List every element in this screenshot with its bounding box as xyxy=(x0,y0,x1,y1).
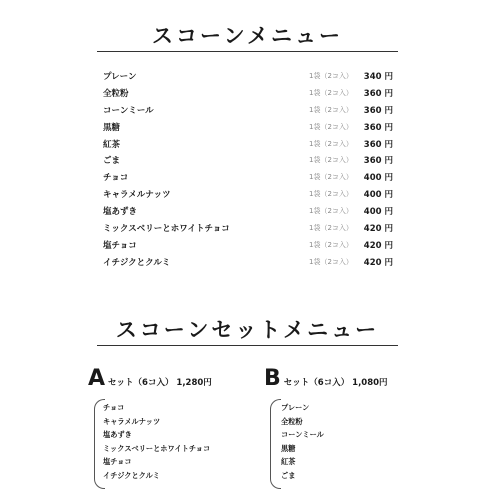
set-a-item: ミックスベリーとホワイトチョコ xyxy=(103,443,211,453)
set-title-underline xyxy=(97,345,398,346)
menu-row xyxy=(103,85,395,102)
set-a-item-list xyxy=(103,403,210,484)
item-price: 400 円 xyxy=(363,173,393,184)
item-price: 340 円 xyxy=(363,72,393,82)
menu-row xyxy=(103,136,395,153)
item-price: 400 円 xyxy=(363,190,393,201)
set-a-item: 塩チョコ xyxy=(103,457,132,466)
item-quantity: 1袋（2コ入） xyxy=(309,190,353,199)
menu-row xyxy=(103,203,395,220)
set-b-item: コーンミール xyxy=(281,430,324,439)
item-quantity: 1袋（2コ入） xyxy=(309,257,353,266)
menu-row xyxy=(103,237,395,254)
menu-row xyxy=(103,169,395,186)
set-b-item: 紅茶 xyxy=(281,457,296,466)
item-price: 360 円 xyxy=(363,156,393,167)
menu-row xyxy=(103,254,395,271)
set-b-letter: B xyxy=(264,366,281,391)
set-b-bracket xyxy=(270,399,281,489)
item-quantity: 1袋（2コ入） xyxy=(309,139,353,148)
item-price: 360 円 xyxy=(363,88,393,99)
set-b-description: セット（6コ入） 1,080円 xyxy=(283,378,388,388)
set-a-item: 塩あずき xyxy=(103,430,132,439)
item-name: チョコ xyxy=(103,173,129,184)
set-b-item-list xyxy=(281,403,324,484)
menu-row xyxy=(103,102,395,119)
set-b-item: プレーン xyxy=(281,403,310,412)
item-name: 全粒粉 xyxy=(103,88,129,99)
item-name: キャラメルナッツ xyxy=(103,190,171,201)
item-name: プレーン xyxy=(103,72,137,82)
item-name: ミックスベリーとホワイトチョコ xyxy=(103,224,230,235)
scone-menu-list xyxy=(103,68,395,271)
item-name: 黒糖 xyxy=(103,122,121,133)
item-quantity: 1袋（2コ入） xyxy=(309,105,353,114)
item-name: コーンミール xyxy=(103,105,154,116)
item-quantity: 1袋（2コ入） xyxy=(309,156,353,165)
set-b-item: ごま xyxy=(281,470,296,480)
item-name: ごま xyxy=(103,156,121,167)
set-a-item: キャラメルナッツ xyxy=(103,416,161,426)
set-a-item: イチジクとクルミ xyxy=(103,470,160,480)
menu-row xyxy=(103,186,395,203)
menu-title: スコーンメニュー xyxy=(152,24,343,48)
menu-row xyxy=(103,119,395,136)
item-name: 塩チョコ xyxy=(103,240,137,251)
item-name: 紅茶 xyxy=(103,139,121,150)
item-quantity: 1袋（2コ入） xyxy=(309,207,353,216)
set-b-heading xyxy=(264,366,388,391)
item-quantity: 1袋（2コ入） xyxy=(309,240,353,249)
item-price: 420 円 xyxy=(363,240,393,251)
set-b-item: 全粒粉 xyxy=(281,416,303,426)
item-quantity: 1袋（2コ入） xyxy=(309,72,353,80)
item-price: 360 円 xyxy=(363,122,393,133)
item-quantity: 1袋（2コ入） xyxy=(309,224,353,233)
set-b-item: 黒糖 xyxy=(281,443,296,453)
item-name: イチジクとクルミ xyxy=(103,257,171,268)
item-price: 420 円 xyxy=(363,257,393,268)
menu-row xyxy=(103,220,395,237)
item-quantity: 1袋（2コ入） xyxy=(309,122,353,131)
title-underline xyxy=(97,51,398,52)
item-price: 360 円 xyxy=(363,139,393,150)
set-a-item: チョコ xyxy=(103,403,125,412)
item-quantity: 1袋（2コ入） xyxy=(309,173,353,182)
set-a-description: セット（6コ入） 1,280円 xyxy=(108,378,212,388)
menu-row xyxy=(103,152,395,169)
set-a-heading xyxy=(88,366,212,391)
item-price: 360 円 xyxy=(363,105,393,116)
set-menu-title: スコーンセットメニュー xyxy=(115,318,380,342)
set-a-letter: A xyxy=(88,366,106,391)
item-quantity: 1袋（2コ入） xyxy=(309,88,353,97)
menu-row xyxy=(103,68,395,85)
item-price: 420 円 xyxy=(363,224,393,235)
item-name: 塩あずき xyxy=(103,207,138,218)
item-price: 400 円 xyxy=(363,207,393,218)
